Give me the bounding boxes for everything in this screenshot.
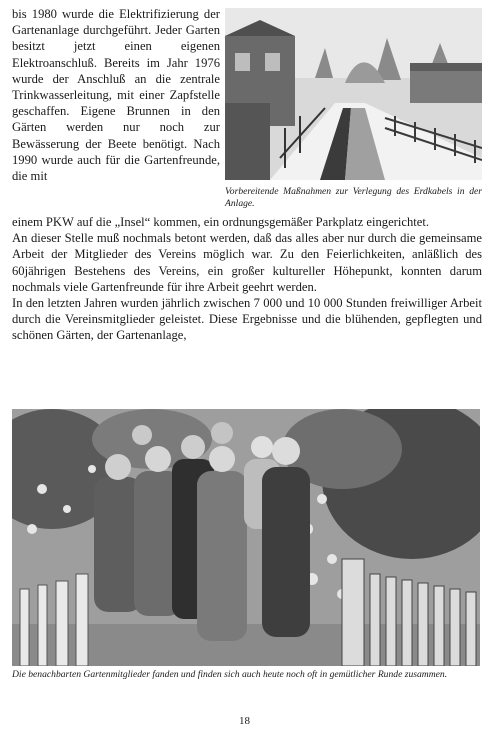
paragraph-2: An dieser Stelle muß nochmals betont werden, daß das alles aber nur durch die gemeinsame Arbeit der Mitglieder des Vereins möglich war. Zu den Feierlichkeiten, anläßlich des 60jährigen Bestehens des Vereins, ein großer kultureller Höhepunkt, konnten darum nochmals viele Gartenfreunde für ihre Arbeit geehrt werden. [12, 231, 482, 294]
photo-caption-bottom: Die benachbarten Gartenmitglieder fanden und finden sich auch heute noch oft in gemütlicher Runde zusammen. [12, 669, 448, 680]
page-number: 18 [239, 715, 250, 727]
paragraph-1: bis 1980 wurde die Elektrifizierung der Gartenanlage durchgeführt. Jeder Garten besitzt jetzt einen eigenen Elektroanschluß. Bereits im Jahr 1976 wurde der Anschluß an die zentrale Trinkwasserleitung, mit einer Zapfstelle geschaffen. Eigene Brunnen in den Gärten werden nur noch zur Bewässerung der Beete benötigt. Nach 1990 wurde auch für die Gartenfreunde, die mit [12, 7, 220, 184]
photo-cable-trench-image [225, 8, 482, 180]
full-width-text [12, 214, 482, 344]
photo-caption-top: Vorbereitende Maßnahmen zur Verlegung des Erdkabels in der Anlage. [225, 186, 482, 209]
photo-cable-trench [225, 8, 482, 180]
photo-garden-members [12, 409, 480, 666]
paragraph-1-continuation: einem PKW auf die „Insel“ kommen, ein ordnungsgemäßer Parkplatz eingerichtet. [12, 215, 429, 229]
left-column-text [12, 6, 220, 184]
paragraph-3: In den letzten Jahren wurden jährlich zwischen 7 000 und 10 000 Stunden freiwilliger Arbeit durch die Vereinsmitglieder geleistet. Diese Ergebnisse und die blühenden, gepflegten und schönen Gärten, der Gartenanlage, [12, 296, 482, 343]
photo-garden-members-image [12, 409, 480, 666]
